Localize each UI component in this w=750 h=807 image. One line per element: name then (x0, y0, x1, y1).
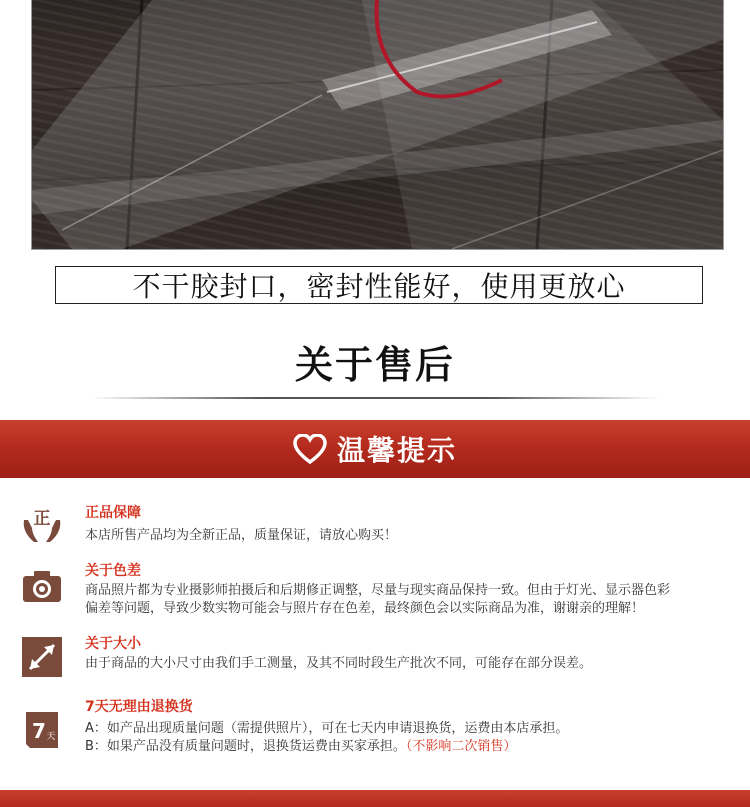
heart-icon (293, 434, 327, 464)
product-photo-area (0, 0, 750, 258)
section-title: 关于售后 (294, 343, 455, 387)
bag-illustration (32, 0, 723, 249)
banner-title: 温馨提示 (336, 434, 457, 467)
item-text-with-note (85, 738, 725, 756)
item-title: 正品保障 (85, 505, 141, 521)
item-title: 关于色差 (85, 563, 141, 579)
notice-banner (0, 420, 750, 478)
item-text: A：如产品出现质量问题（需提供照片），可在七天内申请退换货，运费由本店承担。 (85, 721, 569, 736)
camera-icon (20, 564, 64, 608)
next-section-banner (0, 790, 750, 807)
authentic-hands-icon (20, 502, 64, 546)
resize-arrow-icon (20, 635, 64, 679)
slogan-text: 不干胶封口，密封性能好，使用更放心 (132, 270, 626, 303)
seven-days-unit: 天 (46, 732, 56, 742)
item-text: 偏差等问题，导致少数实物可能会与照片存在色差，最终颜色会以实际商品为准，谢谢亲的理解！ (85, 601, 645, 616)
seven-days-number: 7 (32, 719, 46, 743)
item-title: 7天无理由退换货 (85, 699, 193, 715)
item-text: 由于商品的大小尺寸由我们手工测量，及其不同时段生产批次不同，可能存在部分误差。 (85, 656, 593, 671)
authentic-glyph: 正 (33, 509, 51, 529)
item-text: 商品照片都为专业摄影师拍摄后和后期修正调整，尽量与现实商品保持一致。但由于灯光、显示器色彩 (85, 583, 671, 598)
product-photo (31, 0, 724, 250)
seven-days-icon (20, 708, 64, 752)
slogan-box (55, 266, 703, 304)
item-text-line: B：如果产品没有质量问题时，退换货运费由买家承担。 (85, 739, 406, 754)
item-text: 本店所售产品均为全新正品，质量保证，请放心购买！ (85, 528, 398, 543)
resale-note: （不影响二次销售） (405, 739, 517, 754)
title-divider (90, 397, 660, 399)
item-title: 关于大小 (85, 636, 141, 652)
